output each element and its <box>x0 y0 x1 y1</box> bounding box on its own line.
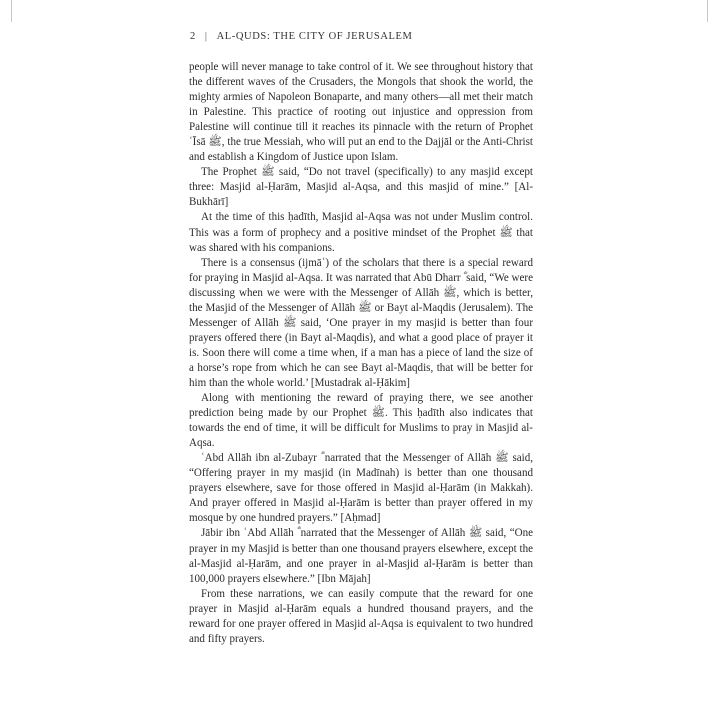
page-number: 2 <box>190 31 196 42</box>
paragraph-1: people will never manage to take control of it. We see throughout history that the different waves of the Crusaders, the Mongols that shook the world, the mighty armies of Napoleon Bonaparte, and many others—all met their match in Palestine. This practice of rooting out injustice and oppression from Palestine will continue till it reaches its pinnacle with the return of Prophet ʿĪsā ﷺ, the true Messiah, who will put an end to the Dajjāl or the Anti-Christ and establish a Kingdom of Justice upon Islam. <box>189 61 533 164</box>
body-text <box>189 60 533 647</box>
paragraph-8: From these narrations, we can easily compute that the reward for one prayer in Masjid al-Ḥarām equals a hundred thousand prayers, and the reward for one prayer offered in Masjid al-Aqsa is equivalent to two hundred and fifty prayers. <box>189 587 533 645</box>
page-edge-line-left <box>11 0 12 22</box>
running-header <box>190 31 412 42</box>
running-title: AL-QUDS: THE CITY OF JERUSALEM <box>216 31 413 42</box>
paragraph-7: Jābir ibn ʿAbd Allāh ؓ narrated that the Messenger of Allāh ﷺ said, “One prayer in my Masjid is better than one thousand prayers elsewhere, except the al-Masjid al-Ḥarām, and one prayer in al-Masjid al-Ḥarām is better than 100,000 prayers elsewhere.” [Ibn Mājah] <box>189 527 534 585</box>
header-separator: | <box>204 31 208 42</box>
page-edge-line-right <box>707 0 708 22</box>
paragraph-2: The Prophet ﷺ said, “Do not travel (specifically) to any masjid except three: Masjid al-Ḥarām, Masjid al-Aqsa, and this masjid of mine.” [Al-Bukhārī] <box>189 166 533 209</box>
paragraph-3: At the time of this ḥadīth, Masjid al-Aqsa was not under Muslim control. This was a form of prophecy and a positive mindset of the Prophet ﷺ that was shared with his companions. <box>189 211 534 254</box>
paragraph-5: Along with mentioning the reward of praying there, we see another prediction being made by our Prophet ﷺ. This ḥadīth also indicates that towards the end of time, it will be difficult for Muslims to pray in Masjid al-Aqsa. <box>189 392 533 450</box>
paragraph-6: ʿAbd Allāh ibn al-Zubayr ؓ narrated that the Messenger of Allāh ﷺ said, “Offering prayer in my masjid (in Madīnah) is better than one thousand prayers elsewhere, save for those offered in Masjid al-Ḥarām (in Makkah). And prayer offered in Masjid al-Ḥarām is better than prayer offered in my mosque by one hundred prayers.” [Aḥmad] <box>189 452 533 525</box>
paragraph-4: There is a consensus (ijmāʿ) of the scholars that there is a special reward for praying in Masjid al-Aqsa. It was narrated that Abū Dharr ؓ said, “We were discussing when we were with the Messenger of Allāh ﷺ, which is better, the Masjid of the Messenger of Allāh ﷺ or Bayt al-Maqdis (Jerusalem). The Messenger of Allāh ﷺ said, ‘One prayer in my masjid is better than four prayers offered there (in Bayt al-Maqdis), and what a good place of prayer it is. Soon there will come a time when, if a man has a piece of land the size of a horse’s rope from which he can see Bayt al-Maqdis, that will be better for him than the whole world.’ [Mustadrak al-Ḥākim] <box>189 256 533 389</box>
